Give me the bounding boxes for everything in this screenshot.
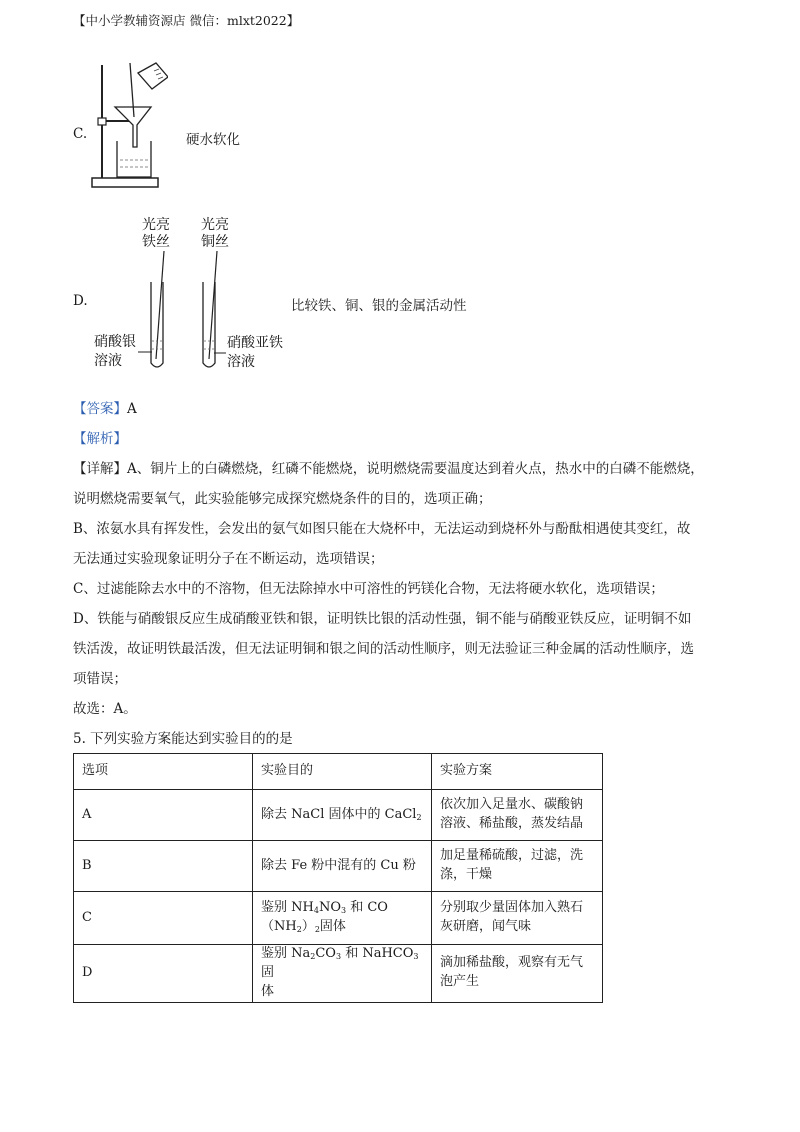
metal-activity-figure bbox=[92, 213, 297, 375]
table-row bbox=[74, 945, 603, 1003]
table-cell-plan: 加足量稀硫酸，过滤，洗 涤，干燥 bbox=[432, 841, 603, 892]
analysis-line: C、过滤能除去水中的不溶物，但无法除掉水中可溶性的钙镁化合物，无法将硬水软化，选项错误； bbox=[73, 581, 664, 597]
table-cell-option: A bbox=[74, 790, 253, 841]
answer-line bbox=[73, 397, 137, 417]
option-c-letter: C. bbox=[73, 126, 88, 142]
question-stem: 5. 下列实验方案能达到实验目的的是 bbox=[73, 731, 293, 747]
option-d-caption: 比较铁、铜、银的金属活动性 bbox=[291, 298, 467, 314]
page-header: 【中小学教辅资源店 微信：mlxt2022】 bbox=[73, 13, 300, 28]
wire-left-label-2: 铁丝 bbox=[142, 234, 170, 250]
wire-left-label-1: 光亮 bbox=[142, 217, 170, 233]
analysis-line: 说明燃烧需要氧气，此实验能够完成探究燃烧条件的目的，选项正确； bbox=[73, 491, 492, 507]
analysis-line: 铁活泼，故证明铁最活泼，但无法证明铜和银之间的活动性顺序，则无法验证三种金属的活动性顺序，选 bbox=[73, 641, 694, 657]
analysis-line: 无法通过实验现象证明分子在不断运动，选项错误； bbox=[73, 551, 384, 567]
table-header-cell: 实验目的 bbox=[253, 754, 432, 790]
option-d-letter: D. bbox=[73, 293, 88, 309]
table-cell-option: D bbox=[74, 945, 253, 1003]
table-cell-purpose: 除去 Fe 粉中混有的 Cu 粉 bbox=[253, 841, 432, 892]
option-c-caption: 硬水软化 bbox=[186, 132, 240, 148]
wire-right-label-1: 光亮 bbox=[201, 217, 229, 233]
table-cell-option: C bbox=[74, 892, 253, 945]
answer-value: A bbox=[127, 401, 137, 417]
table-cell-purpose: 鉴别 $Na_2CO_3$ 和 NaHCO$_3$ 固 体 bbox=[253, 945, 432, 1003]
table-header-cell: 实验方案 bbox=[432, 754, 603, 790]
table-row bbox=[74, 790, 603, 841]
solution-left-label-2: 溶液 bbox=[94, 353, 122, 369]
table-row bbox=[74, 892, 603, 945]
analysis-line: B、浓氨水具有挥发性，会发出的氨气如图只能在大烧杯中，无法运动到烧杯外与酚酞相遇使其变红，故 bbox=[73, 521, 691, 537]
analysis-line: D、铁能与硝酸银反应生成硝酸亚铁和银，证明铁比银的活动性强，铜不能与硝酸亚铁反应，证明铜不如 bbox=[73, 611, 692, 627]
analysis-line: 【详解】A、铜片上的白磷燃烧，红磷不能燃烧，说明燃烧需要温度达到着火点，热水中的白磷不能燃烧， bbox=[73, 461, 704, 477]
solution-right-label-2: 溶液 bbox=[227, 354, 255, 370]
solution-left-label-1: 硝酸银 bbox=[94, 334, 136, 350]
table-header-cell: 选项 bbox=[74, 754, 253, 790]
table-cell-purpose: 鉴别 $NH_4NO_3$ 和 CO $(NH_2)_2$固体 bbox=[253, 892, 432, 945]
analysis-line: 故选：A。 bbox=[73, 701, 137, 717]
analysis-line: 项错误； bbox=[73, 671, 127, 687]
table-row bbox=[74, 841, 603, 892]
table-cell-plan: 滴加稀盐酸，观察有无气 泡产生 bbox=[432, 945, 603, 1003]
solution-right-label-1: 硝酸亚铁 bbox=[227, 335, 283, 351]
answer-label: 【答案】 bbox=[73, 401, 127, 417]
filtration-apparatus-figure bbox=[88, 55, 168, 190]
table-cell-purpose: 除去 NaCl 固体中的 CaCl$_2$ bbox=[253, 790, 432, 841]
table-cell-plan: 分别取少量固体加入熟石 灰研磨，闻气味 bbox=[432, 892, 603, 945]
table-cell-plan: 依次加入足量水、碳酸钠 溶液、稀盐酸，蒸发结晶 bbox=[432, 790, 603, 841]
wire-right-label-2: 铜丝 bbox=[201, 234, 229, 250]
table-header-row bbox=[74, 754, 603, 790]
table-cell-option: B bbox=[74, 841, 253, 892]
analysis-label: 【解析】 bbox=[73, 431, 127, 447]
experiment-table bbox=[73, 753, 603, 1003]
